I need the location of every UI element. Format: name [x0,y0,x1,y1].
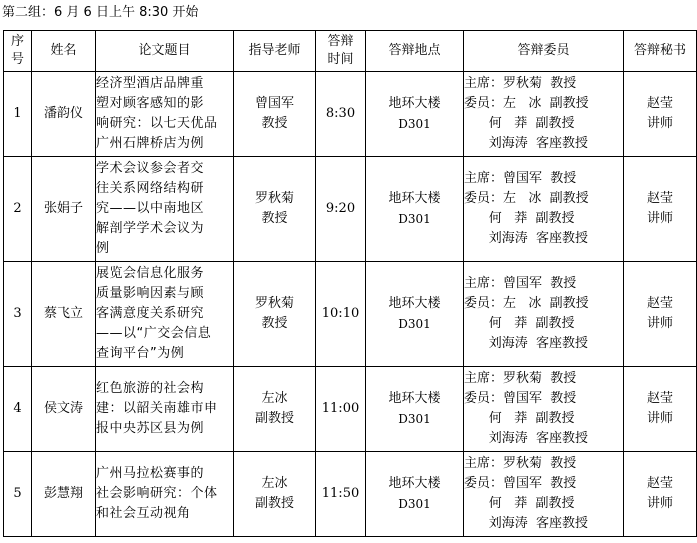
defense-location: 地环大楼 D301 [366,367,464,452]
defense-location: 地环大楼 D301 [366,262,464,367]
defense-time: 11:00 [316,367,366,452]
header-secretary: 答辩秘书 [624,31,697,72]
table-header-row [4,31,697,72]
defense-location: 地环大楼 D301 [366,72,464,157]
defense-location: 地环大楼 D301 [366,452,464,537]
thesis-topic: 经济型酒店品牌重 塑对顾客感知的影 响研究：以七天优品 广州石牌桥店为例 [96,72,234,157]
defense-location: 地环大楼 D301 [366,157,464,262]
table-row [4,367,697,452]
table-row [4,262,697,367]
advisor: 罗秋菊 教授 [234,157,316,262]
committee: 主席：曾国军 教授 委员：左 冰 副教授 何 莽 副教授 刘海涛 客座教授 [464,157,624,262]
defense-time: 10:10 [316,262,366,367]
defense-time: 11:50 [316,452,366,537]
student-name: 侯文涛 [32,367,96,452]
committee: 主席：罗秋菊 教授 委员：曾国军 教授 何 莽 副教授 刘海涛 客座教授 [464,452,624,537]
header-index: 序 号 [4,31,32,72]
table-row [4,157,697,262]
student-name: 潘韵仪 [32,72,96,157]
committee: 主席：罗秋菊 教授 委员：左 冰 副教授 何 莽 副教授 刘海涛 客座教授 [464,72,624,157]
thesis-topic: 红色旅游的社会构 建：以韶关南雄市申 报中央苏区县为例 [96,367,234,452]
header-advisor: 指导老师 [234,31,316,72]
secretary: 赵莹 讲师 [624,157,697,262]
secretary: 赵莹 讲师 [624,367,697,452]
defense-time: 8:30 [316,72,366,157]
advisor: 左冰 副教授 [234,367,316,452]
student-name: 彭慧翔 [32,452,96,537]
committee: 主席：罗秋菊 教授 委员：曾国军 教授 何 莽 副教授 刘海涛 客座教授 [464,367,624,452]
advisor: 左冰 副教授 [234,452,316,537]
secretary: 赵莹 讲师 [624,262,697,367]
header-committee: 答辩委员 [464,31,624,72]
table-row [4,452,697,537]
secretary: 赵莹 讲师 [624,72,697,157]
page-title: 第二组：6 月 6 日上午 8:30 开始 [2,5,199,20]
table-row [4,72,697,157]
header-location: 答辩地点 [366,31,464,72]
advisor: 罗秋菊 教授 [234,262,316,367]
row-index: 3 [4,262,32,367]
row-index: 1 [4,72,32,157]
thesis-topic: 广州马拉松赛事的 社会影响研究：个体 和社会互动视角 [96,452,234,537]
committee: 主席：曾国军 教授 委员：左 冰 副教授 何 莽 副教授 刘海涛 客座教授 [464,262,624,367]
student-name: 蔡飞立 [32,262,96,367]
defense-time: 9:20 [316,157,366,262]
row-index: 4 [4,367,32,452]
thesis-topic: 学术会议参会者交 往关系网络结构研 究——以中南地区 解剖学学术会议为 例 [96,157,234,262]
thesis-topic: 展览会信息化服务 质量影响因素与顾 客满意度关系研究 ——以“广交会信息 查询平台”为例 [96,262,234,367]
row-index: 2 [4,157,32,262]
defense-schedule-table [3,30,697,537]
header-name: 姓名 [32,31,96,72]
header-time: 答辩 时间 [316,31,366,72]
student-name: 张娟子 [32,157,96,262]
advisor: 曾国军 教授 [234,72,316,157]
row-index: 5 [4,452,32,537]
header-topic: 论文题目 [96,31,234,72]
secretary: 赵莹 讲师 [624,452,697,537]
